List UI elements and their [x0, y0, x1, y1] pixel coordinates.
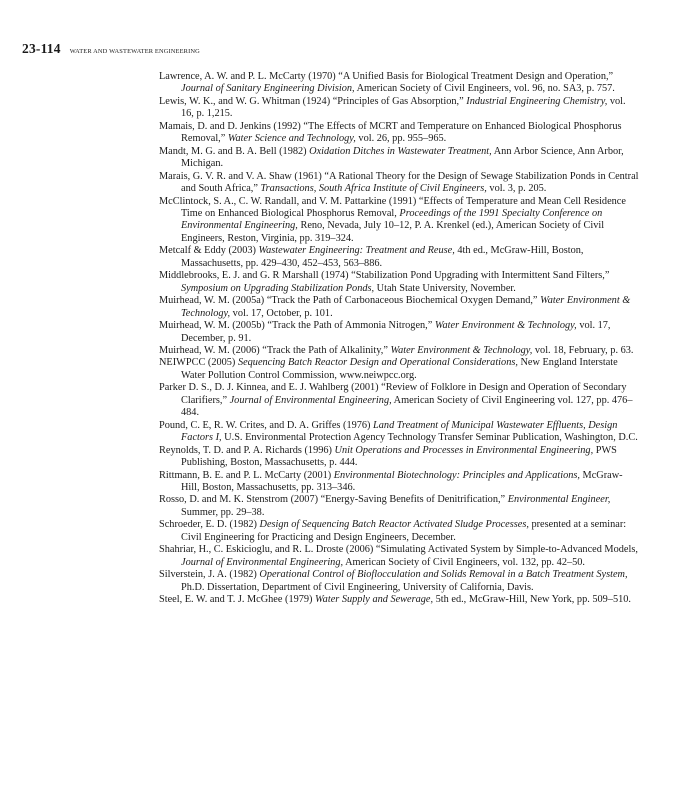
reference-entry: Middlebrooks, E. J. and G. R Marshall (1974) “Stabilization Pond Upgrading with Intermittent Sand Filters,” Symposium on Upgrading Stabilization Ponds, Utah State University, November.: [159, 270, 610, 294]
reference-entry: Pound, C. E, R. W. Crites, and D. A. Griffes (1976) Land Treatment of Municipal Wastewater Effluents, Design Factors I, U.S. Environmental Protection Agency Technology Transfer Seminar Publication, Washington, D.C.: [159, 419, 638, 444]
reference-entry: Mandt, M. G. and B. A. Bell (1982) Oxidation Ditches in Wastewater Treatment, Ann Arbor Science, Ann Arbor, Michigan.: [159, 145, 624, 170]
reference-entry: Muirhead, W. M. (2005a) “Track the Path of Carbonaceous Biochemical Oxygen Demand,” Water Environment & Technology, vol. 17, October, p. 101.: [159, 295, 631, 319]
running-head: [22, 41, 200, 57]
reference-entry: NEIWPCC (2005) Sequencing Batch Reactor Design and Operational Considerations, New England Interstate Water Pollution Control Commission, www.neiwpcc.org.: [159, 357, 618, 381]
reference-list: [159, 71, 641, 606]
reference-entry: Lawrence, A. W. and P. L. McCarty (1970) “A Unified Basis for Biological Treatment Design and Operation,” Journal of Sanitary Engineering Division, American Society of Civil Engineers, vol. 96, no. SA3, p. 757.: [159, 71, 615, 95]
reference-entry: Rosso, D. and M. K. Stenstrom (2007) “Energy-Saving Benefits of Denitrification,” Environmental Engineer, Summer, pp. 29–38.: [159, 494, 611, 518]
reference-entry: Metcalf & Eddy (2003) Wastewater Engineering: Treatment and Reuse, 4th ed., McGraw-Hill, Boston, Massachusetts, pp. 429–430, 452–453, 563–886.: [159, 245, 584, 269]
reference-entry: Lewis, W. K., and W. G. Whitman (1924) “Principles of Gas Absorption,” Industrial Engineering Chemistry, vol. 16, p. 1,215.: [159, 95, 626, 120]
reference-entry: Marais, G. V. R. and V. A. Shaw (1961) “A Rational Theory for the Design of Sewage Stabilization Ponds in Central and South Africa,” Transactions, South Africa Institute of Civil Engineers, vol. 3, p. 205.: [159, 170, 639, 195]
section-title: WATER AND WASTEWATER ENGINEERING: [69, 48, 200, 55]
reference-entry: Steel, E. W. and T. J. McGhee (1979) Water Supply and Sewerage, 5th ed., McGraw-Hill, New York, pp. 509–510.: [159, 594, 631, 606]
reference-entry: Parker D. S., D. J. Kinnea, and E. J. Wahlberg (2001) “Review of Folklore in Design and Operation of Secondary Clarifiers,” Journal of Environmental Engineering, American Society of Civil Engineering vol. 127, pp. 476–484.: [159, 382, 633, 419]
reference-entry: Shahriar, H., C. Eskicioglu, and R. L. Droste (2006) “Simulating Activated System by Simple-to-Advanced Models, Journal of Environmental Engineering, American Society of Civil Engineers, vol. 132, pp. 42–50.: [159, 544, 638, 568]
reference-entry: McClintock, S. A., C. W. Randall, and V. M. Pattarkine (1991) “Effects of Temperature and Mean Cell Residence Time on Enhanced Biological Phosphorus Removal, Proceedings of the 1991 Specialty Conference on Environmental Engineering, Reno, Nevada, July 10–12, P. A. Krenkel (ed.), American Society of Civil Engineers, Reston, Virginia, pp. 319–324.: [159, 195, 626, 244]
reference-entry: Rittmann, B. E. and P. L. McCarty (2001) Environmental Biotechnology: Principles and Applications, McGraw-Hill, Boston, Massachusetts, pp. 313–346.: [159, 469, 623, 493]
reference-entry: Muirhead, W. M. (2006) “Track the Path of Alkalinity,” Water Environment & Technology, vol. 18, February, p. 63.: [159, 344, 634, 356]
reference-entry: Reynolds, T. D. and P. A. Richards (1996) Unit Operations and Processes in Environmental Engineering, PWS Publishing, Boston, Massachusetts, p. 444.: [159, 444, 617, 469]
reference-entry: Schroeder, E. D. (1982) Design of Sequencing Batch Reactor Activated Sludge Processes, presented at a seminar: Civil Engineering for Practicing and Design Engineers, December.: [159, 519, 627, 543]
reference-entry: Mamais, D. and D. Jenkins (1992) “The Effects of MCRT and Temperature on Enhanced Biological Phosphorus Removal,” Water Science and Technology, vol. 26, pp. 955–965.: [159, 120, 622, 145]
page-number: 23-114: [22, 41, 61, 56]
reference-entry: Silverstein, J. A. (1982) Operational Control of Bioflocculation and Solids Removal in a Batch Treatment System, Ph.D. Dissertation, Department of Civil Engineering, University of California, Davis.: [159, 569, 628, 593]
reference-entry: Muirhead, W. M. (2005b) “Track the Path of Ammonia Nitrogen,” Water Environment & Technology, vol. 17, December, p. 91.: [159, 320, 611, 344]
